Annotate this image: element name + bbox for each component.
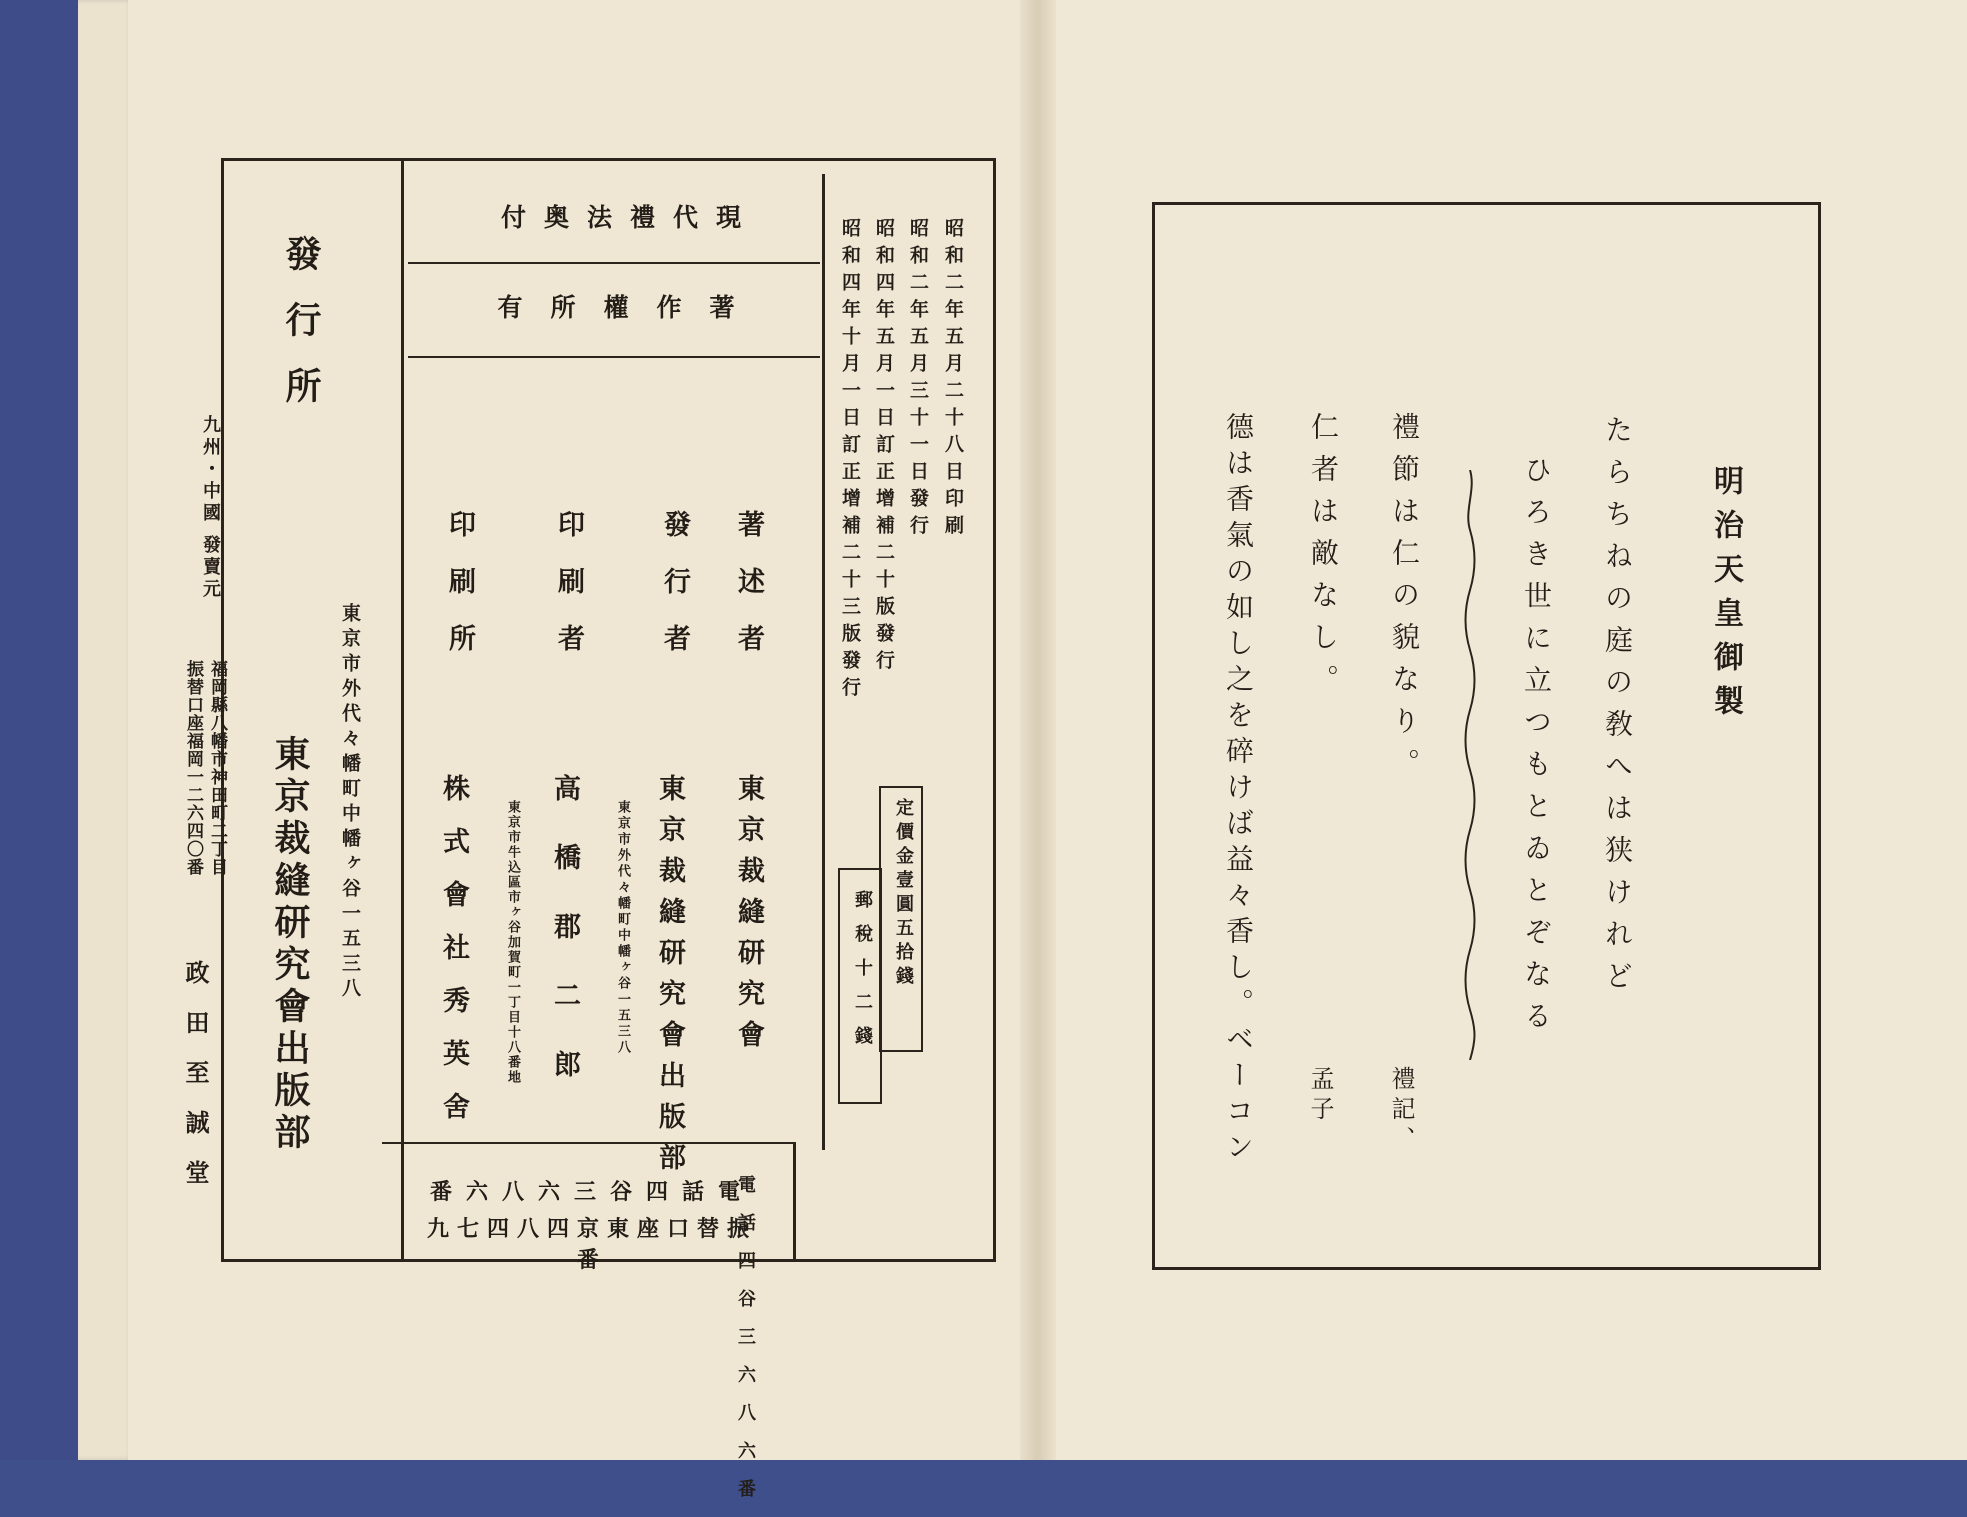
poem-heading: 明治天皇御製: [1708, 465, 1743, 729]
date-issue: 昭和二年五月三十一日發行: [907, 218, 929, 542]
price-box: [879, 786, 923, 1052]
wavy-divider: [1460, 470, 1480, 1060]
office-name: 東京裁縫研究會出版部: [269, 735, 311, 1155]
author-name: 東京裁縫研究會: [733, 774, 764, 1061]
phone-number: 電話四谷三六八六番: [735, 1175, 756, 1517]
author-label: 著述者: [733, 510, 764, 681]
book-spine: [0, 0, 78, 1460]
phone-line: 電話四谷三六八六番: [429, 1179, 754, 1205]
cover-edge: [78, 0, 134, 1460]
printshop-label: 印刷所: [444, 510, 475, 681]
distributor-region: 九州・中國 發賣元: [200, 415, 221, 602]
publisher-name: 東京裁縫研究會出版部: [654, 774, 685, 1184]
quote-bacon: 德は香氣の如し之を碎けば益々香し。ベーコン: [1222, 412, 1255, 1168]
publisher-label: 發行者: [659, 510, 690, 681]
divider-copyright: [408, 356, 820, 358]
publisher-address: 東京市外代々幡町中幡ヶ谷一五三八: [615, 800, 630, 1056]
colophon-title: 現代禮法奥付: [500, 203, 759, 232]
date-revision-23: 昭和四年十月一日訂正增補二十三版發行: [839, 218, 861, 704]
quote-mencius: 仁者は敵なし。: [1307, 412, 1340, 706]
transfer-line: 振替口座東京四八四七九番: [426, 1216, 757, 1273]
office-address: 東京市外代々幡町中幡ヶ谷一五三八: [339, 603, 361, 1003]
divider-vertical-office: [401, 160, 404, 1260]
printer-address: 東京市牛込區市ヶ谷加賀町一丁目十八番地: [505, 800, 520, 1085]
divider-phone-side: [793, 1142, 796, 1260]
poem-line-2: ひろき世に立つもとゐとぞなる: [1520, 455, 1553, 1043]
postage-text: 郵稅十二錢: [852, 890, 873, 1060]
quote-rites: 禮節は仁の貌なり。: [1388, 412, 1421, 790]
distributor-address: 福岡縣八幡市神田町二丁目: [207, 660, 227, 876]
copyright-notice: 著作權所有: [497, 293, 763, 322]
quote-mencius-source: 孟子: [1306, 1066, 1334, 1126]
distributor-transfer: 振替口座福岡一二六四〇番: [183, 660, 203, 876]
printer-name: 高橋郡二郎: [549, 774, 580, 1119]
date-revision-20: 昭和四年五月一日訂正增補二十版發行: [873, 218, 895, 677]
office-label: 發行所: [280, 235, 322, 433]
price-text: 定價金壹圓五拾錢: [893, 798, 914, 990]
divider-vertical-dates: [822, 174, 825, 1150]
distributor-name: 政田至誠堂: [181, 960, 210, 1210]
printer-label: 印刷者: [553, 510, 584, 681]
book-gutter: [1020, 0, 1056, 1460]
poem-line-1: たらちねの庭の敎へは狭けれど: [1601, 415, 1634, 1003]
date-print: 昭和二年五月二十八日印刷: [942, 218, 964, 542]
divider-title: [408, 262, 820, 264]
postage-box: [838, 868, 882, 1104]
quote-rites-source: 禮記、: [1387, 1066, 1415, 1156]
printshop-name: 株式會社秀英舍: [438, 774, 469, 1145]
